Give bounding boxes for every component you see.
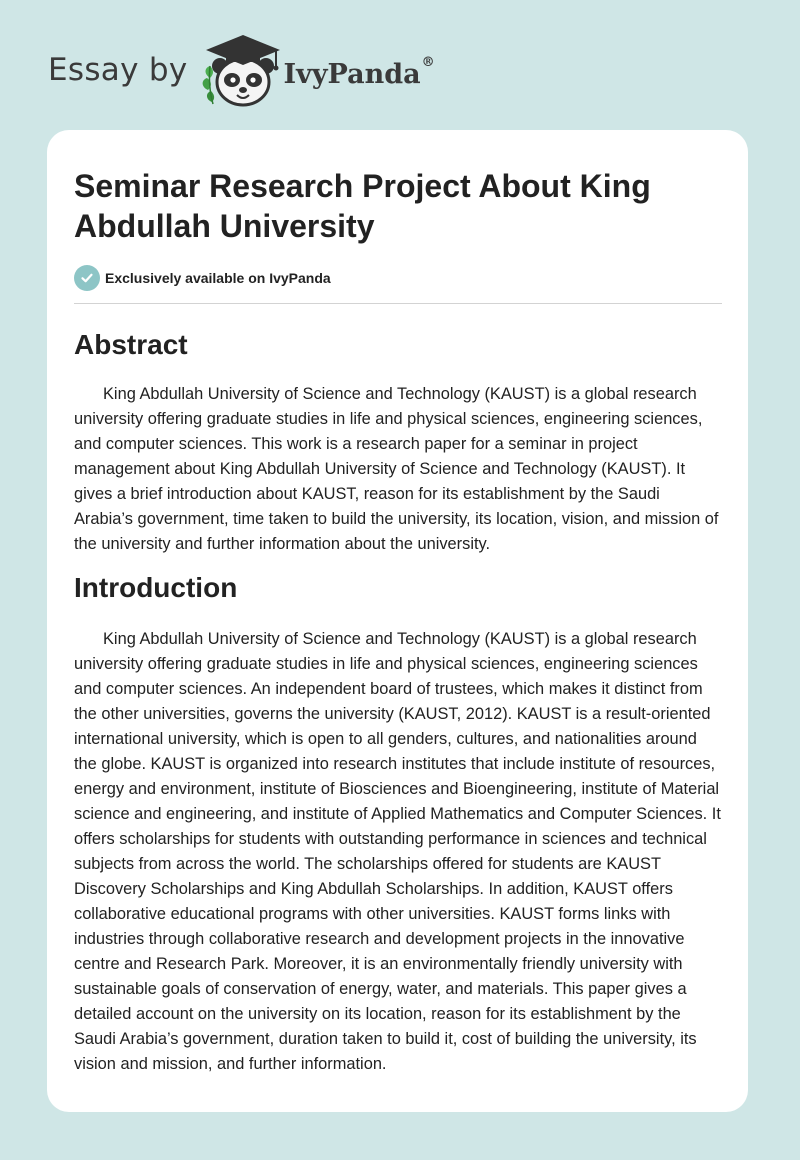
- brand-prefix: Essay by: [48, 52, 188, 88]
- brand-name: IvyPanda®: [283, 54, 435, 90]
- article-title: Seminar Research Project About King Abdullah University: [74, 168, 651, 244]
- abstract-section: [74, 326, 722, 557]
- section-heading: Abstract: [74, 329, 188, 360]
- section-body: King Abdullah University of Science and Technology (KAUST) is a global research university offering graduate studies in life and physical sciences, engineering sciences, and computer sciences. This work is a research paper for a seminar in project management about King Abdullah University of Science and Technology (KAUST). It gives a brief introduction about KAUST, reason for its establishment by the Saudi Arabia’s government, time taken to build the university, its location, vision, and mission of the university and further information about the university.: [74, 385, 719, 553]
- divider: [74, 303, 722, 304]
- panda-graduation-cap-icon: [196, 30, 288, 110]
- exclusive-badge: [74, 265, 722, 291]
- exclusive-label: Exclusively available on IvyPanda: [105, 270, 331, 286]
- introduction-section: [74, 569, 722, 1077]
- article-card: [47, 130, 748, 1112]
- section-heading: Introduction: [74, 572, 238, 603]
- site-brand[interactable]: [48, 30, 435, 110]
- section-body: King Abdullah University of Science and Technology (KAUST) is a global research university offering graduate studies in life and physical sciences, engineering sciences and computer sciences. An independent board of trustees, which makes it distinct from the other universities, governs the university (KAUST, 2012). KAUST is a result-oriented international university, which is open to all genders, cultures, and nationalities around the globe. KAUST is organized into research institutes that include institute of resources, energy and environment, institute of Biosciences and Bioengineering, institute of Material science and engineering, and institute of Applied Mathematics and Computer Sciences. It offers scholarships for students with outstanding performance in sciences and technical subjects from across the world. The scholarships offered for students are KAUST Discovery Scholarships and King Abdullah Scholarships. In addition, KAUST offers collaborative educational programs with other universities. KAUST forms links with industries through collaborative research and development projects in the innovative centre and Research Park. Moreover, it is an environmentally friendly university with sustainable goals of conservation of energy, water, and materials. This paper gives a detailed account on the university on its location, reason for its establishment by the Saudi Arabia’s government, duration taken to build it, cost of building the university, its vision and mission, and further information.: [74, 630, 721, 1073]
- check-circle-icon: [74, 265, 100, 291]
